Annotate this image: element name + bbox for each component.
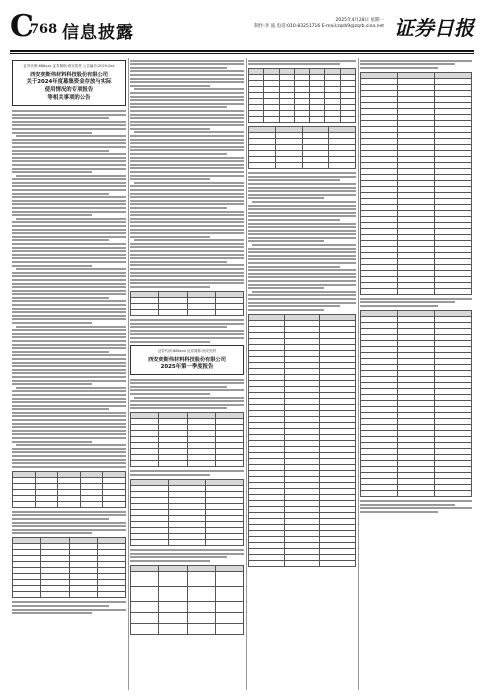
stock-code-line: 证券代码:688xxx 证券简称:西安奕材 [157,348,217,353]
page-letter: C [10,9,34,44]
balance-sheet-table [248,314,356,567]
body-text [248,172,356,311]
article-column-3 [248,58,356,690]
article-column-2 [130,58,244,690]
announcement-title-1: 关于2024年度募集资金存放与实际 [26,79,112,85]
body-text [130,470,244,476]
announcement-title-3: 等相关事项的公告 [47,95,91,101]
announcement-title-box [12,60,126,106]
column-divider [246,58,247,690]
fund-usage-table [12,471,126,508]
cash-flow-table [360,310,472,497]
column-divider [358,58,359,690]
holder-table [248,126,356,169]
header-rule-thin [10,53,474,54]
header-rule [10,50,474,52]
body-text [130,549,244,562]
body-text [12,511,126,535]
quarterly-report-title-box [130,345,244,375]
announcement-title-2: 使用情况的专项报告 [44,87,94,93]
newspaper-logo: 证券日报 [394,16,474,40]
body-text [130,60,244,288]
non-recurring-items-table [130,479,244,546]
small-data-table [130,291,244,316]
body-text [130,319,244,343]
body-text [12,110,126,468]
column-divider [128,58,129,690]
page-number: 768 [30,22,58,37]
section-title: 信息披露 [62,23,134,43]
page-header [10,8,474,48]
report-title: 2025年第一季度报告 [160,363,214,370]
company-name: 西安奕斯伟材料科技股份有限公司 [148,356,226,363]
body-text [360,60,472,69]
account-table [12,537,126,598]
key-financials-table [130,412,244,467]
article-column-1 [12,58,126,690]
income-statement-table [360,72,472,295]
article-column-4 [360,58,472,690]
date-line: 2025年4月28日 星期一 [335,18,384,23]
stock-code-line: 证券代码:688xxx 证券简称:西安奕材 公告编号:2025-0xx [23,64,115,68]
page-number-badge [10,10,68,44]
body-text [360,500,472,513]
body-text [248,60,356,66]
body-text [130,379,244,410]
header-meta [254,18,384,30]
body-text [12,601,126,614]
shareholding-table [248,68,356,123]
contact-line: 制作:李 波 电话:010-83251716 E-mail:zqrb9@zqrb.sina.net [254,24,384,29]
company-name: 西安奕斯伟材料科技股份有限公司 [30,72,108,78]
body-text [360,298,472,307]
shareholders-table [130,565,244,635]
